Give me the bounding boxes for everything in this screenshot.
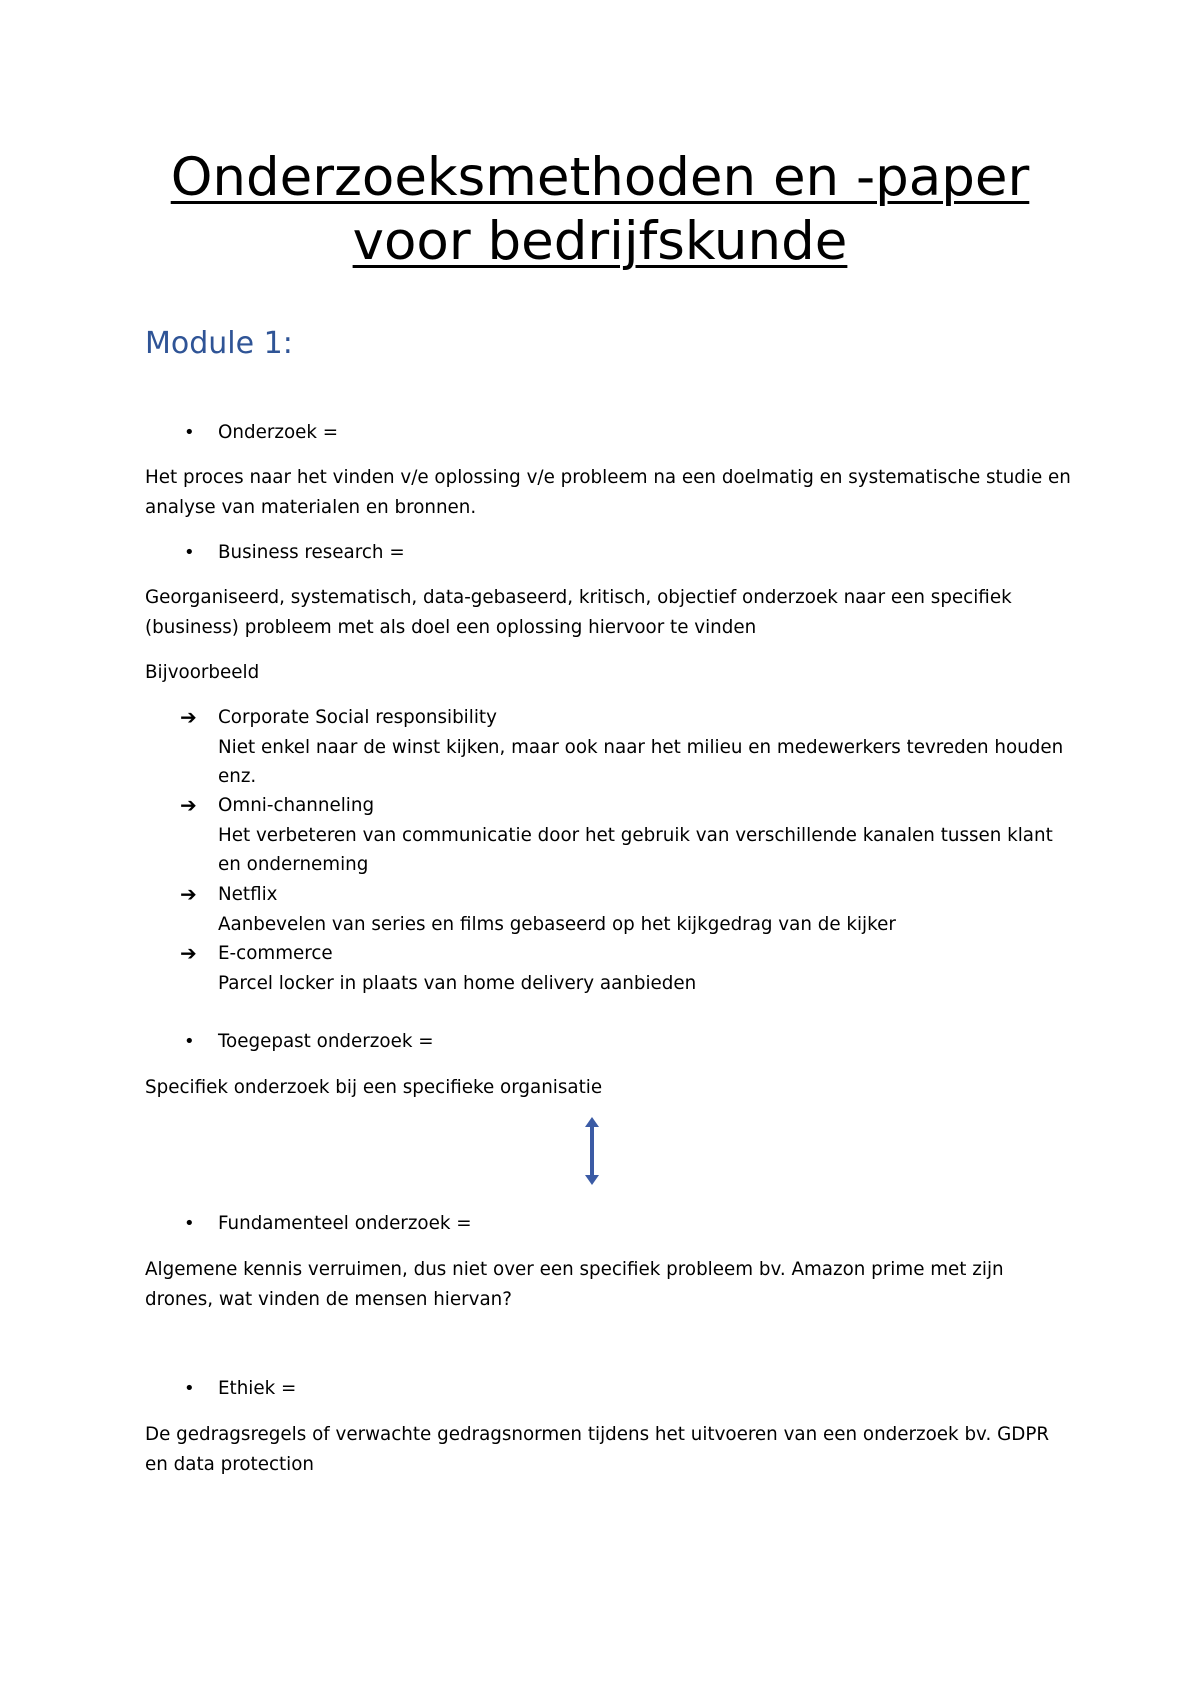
module-heading: Module 1:	[145, 326, 293, 361]
example-item	[180, 703, 1078, 792]
title-line-1: Onderzoeksmethoden en -paper	[170, 147, 1030, 208]
example-item	[180, 939, 1078, 998]
bullet-onderzoek	[184, 418, 339, 448]
bullet-icon: •	[184, 1213, 195, 1234]
double-arrow-vertical-icon	[583, 1117, 601, 1185]
example-text: Het verbeteren van communicatie door het gebruik van verschillende kanalen tussen klant en onderneming	[218, 824, 1053, 875]
example-text: Niet enkel naar de winst kijken, maar ook naar het milieu en medewerkers tevreden houden enz.	[218, 736, 1064, 787]
term-ethiek: Ethiek =	[218, 1378, 297, 1399]
example-title: E-commerce	[218, 943, 333, 964]
example-text: Aanbevelen van series en films gebaseerd op het kijkgedrag van de kijker	[218, 913, 896, 935]
bullet-icon: •	[184, 422, 195, 443]
arrow-right-icon: ➔	[180, 793, 197, 817]
arrow-right-icon: ➔	[180, 882, 197, 906]
example-item	[180, 791, 1078, 880]
definition-business-research: Georganiseerd, systematisch, data-gebaseerd, kritisch, objectief onderzoek naar een specifiek (business) probleem met als doel een oplossing hiervoor te vinden	[145, 587, 1012, 638]
definition-toegepast-onderzoek: Specifiek onderzoek bij een specifieke organisatie	[145, 1077, 603, 1098]
example-text: Parcel locker in plaats van home delivery aanbieden	[218, 972, 697, 994]
term-fundamenteel-onderzoek: Fundamenteel onderzoek =	[218, 1213, 472, 1234]
bullet-business-research	[184, 538, 405, 568]
bullet-icon: •	[184, 1378, 195, 1399]
example-title: Omni-channeling	[218, 795, 375, 816]
example-title: Corporate Social responsibility	[218, 707, 497, 728]
arrow-right-icon: ➔	[180, 941, 197, 965]
definition-ethiek: De gedragsregels of verwachte gedragsnormen tijdens het uitvoeren van een onderzoek bv. GDPR en data protection	[145, 1424, 1050, 1475]
example-title: Netflix	[218, 884, 278, 905]
term-onderzoek: Onderzoek =	[218, 422, 339, 443]
title-line-2: voor bedrijfskunde	[352, 211, 848, 272]
bullet-icon: •	[184, 542, 195, 563]
bullet-toegepast-onderzoek	[184, 1027, 434, 1057]
term-toegepast-onderzoek: Toegepast onderzoek =	[218, 1031, 434, 1052]
example-item	[180, 880, 1078, 939]
bullet-ethiek	[184, 1374, 297, 1404]
arrow-right-icon: ➔	[180, 705, 197, 729]
bullet-fundamenteel-onderzoek	[184, 1209, 472, 1239]
document-title	[0, 146, 1200, 274]
definition-fundamenteel-onderzoek: Algemene kennis verruimen, dus niet over een specifiek probleem bv. Amazon prime met zijn drones, wat vinden de mensen hiervan?	[145, 1259, 1004, 1310]
examples-label: Bijvoorbeeld	[145, 662, 260, 683]
term-business-research: Business research =	[218, 542, 405, 563]
bullet-icon: •	[184, 1031, 195, 1052]
definition-onderzoek: Het proces naar het vinden v/e oplossing v/e probleem na een doelmatig en systematische studie en analyse van materialen en bronnen.	[145, 467, 1071, 518]
